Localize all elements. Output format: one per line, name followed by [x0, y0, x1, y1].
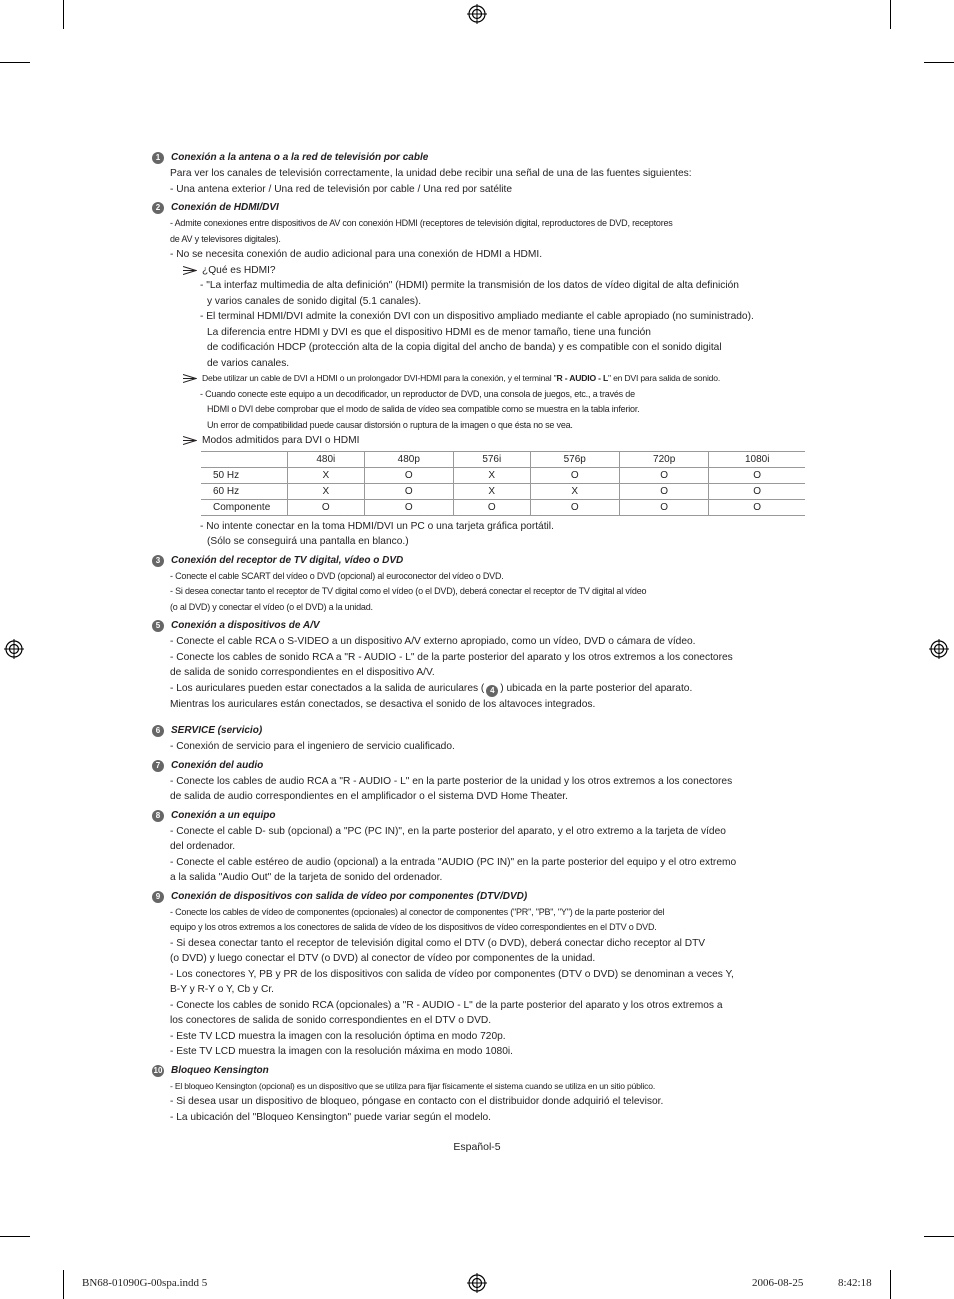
- table-header-cell: 576p: [530, 451, 619, 467]
- table-cell: X: [288, 467, 365, 483]
- sub-item-continuation: (Sólo se conseguirá una pantalla en blanco.): [207, 536, 409, 547]
- bullet-continuation: los conectores de salida de sonido correspondientes en el DTV o DVD.: [170, 1015, 492, 1026]
- bullet-item: - La ubicación del "Bloqueo Kensington" puede variar según el modelo.: [170, 1111, 491, 1123]
- sub-item-continuation: de varios canales.: [207, 357, 290, 369]
- table-cell: O: [288, 499, 365, 515]
- bullet-continuation: del ordenador.: [170, 841, 236, 852]
- section-title: Conexión a un equipo: [171, 809, 276, 821]
- section-heading: [152, 889, 812, 905]
- section-number-badge: 9: [152, 891, 164, 903]
- table-cell: O: [709, 467, 805, 483]
- table-header-cell: 480p: [364, 451, 453, 467]
- section-title: Conexión de HDMI/DVI: [171, 202, 279, 213]
- crop-mark: [890, 1270, 891, 1299]
- table-cell: X: [453, 467, 530, 483]
- bullet-continuation: B-Y y R-Y o Y, Cb y Cr.: [170, 984, 274, 995]
- section-heading: [152, 808, 812, 824]
- bullet-item: - Los conectores Y, PB y PR de los dispositivos con salida de vídeo por componentes (DTV o DVD) se denominan a veces Y,: [170, 968, 734, 980]
- bullet-item: - Conexión de servicio para el ingeniero de servicio cualificado.: [170, 741, 455, 752]
- table-cell: 50 Hz: [201, 467, 288, 483]
- section-title: Conexión del receptor de TV digital, vídeo o DVD: [171, 554, 404, 566]
- bullet-text: - Los auriculares pueden estar conectados a la salida de auriculares (: [170, 682, 485, 694]
- bullet-continuation: a la salida "Audio Out" de la tarjeta de sonido del ordenador.: [170, 872, 443, 883]
- section-service: [152, 723, 812, 755]
- crop-mark: [890, 0, 891, 29]
- table-cell: O: [530, 499, 619, 515]
- registration-mark-icon: [467, 1273, 487, 1293]
- table-cell: Componente: [201, 499, 288, 515]
- section-heading: [152, 150, 812, 166]
- section-heading: [152, 618, 812, 634]
- sub-item: - El terminal HDMI/DVI admite la conexión DVI con un dispositivo ampliado mediante el cable apropiado (no suministrado).: [200, 311, 754, 322]
- table-row: [201, 467, 805, 483]
- table-cell: O: [530, 467, 619, 483]
- registration-mark-icon: [467, 4, 487, 24]
- bullet-continuation: equipo y los otros extremos a los conectores de salida de vídeo de los dispositivos de vídeo correspondientes en el DTV o DVD.: [170, 922, 657, 932]
- section-component-video: [152, 889, 812, 1060]
- section-title: Conexión de dispositivos con salida de vídeo por componentes (DTV/DVD): [171, 890, 528, 902]
- table-cell: X: [453, 483, 530, 499]
- section-antenna: [152, 150, 812, 197]
- modes-table: [201, 451, 805, 516]
- section-hdmi-dvi: [152, 200, 812, 550]
- table-row: [201, 483, 805, 499]
- bullet-item: - Admite conexiones entre dispositivos de AV con conexión HDMI (receptores de televisión digital, reproductores de DVD, receptores: [170, 218, 673, 228]
- table-header-cell: 720p: [619, 451, 708, 467]
- section-title: SERVICE (servicio): [171, 725, 263, 736]
- bullet-continuation: Mientras los auriculares están conectados, se desactiva el sonido de los altavoces integrados.: [170, 698, 596, 710]
- paragraph: Para ver los canales de televisión correctamente, la unidad debe recibir una señal de una de las fuentes siguientes:: [170, 168, 692, 179]
- bullet-item: [152, 681, 812, 697]
- bullet-item: - Una antena exterior / Una red de televisión por cable / Una red por satélite: [170, 183, 513, 195]
- section-number-badge: 7: [152, 760, 164, 772]
- section-number-badge: 6: [152, 725, 164, 737]
- section-digital-tv-receiver: [152, 553, 812, 616]
- crop-mark: [924, 62, 954, 63]
- table-cell: 60 Hz: [201, 483, 288, 499]
- bullet-continuation: de AV y televisores digitales).: [170, 233, 281, 244]
- bullet-item: - Conecte los cables de vídeo de componentes (opcionales) al conector de componentes ("PR", "PB", "Y") de la parte posterior del: [170, 906, 665, 917]
- section-number-badge: 5: [152, 620, 164, 632]
- table-header-cell: 576i: [453, 451, 530, 467]
- section-number-badge: 10: [153, 1065, 163, 1075]
- bullet-item: - Conecte el cable estéreo de audio (opcional) a la entrada "AUDIO (PC IN)" en la parte posterior del equipo y el otro extremo: [170, 856, 737, 868]
- bullet-item: - Si desea conectar tanto el receptor de televisión digital como el DTV (o DVD), deberá conectar dicho receptor al DTV: [170, 937, 706, 949]
- section-heading: [152, 723, 812, 739]
- sub-item: - No intente conectar en la toma HDMI/DVI un PC o una tarjeta gráfica portátil.: [200, 520, 554, 532]
- section-heading: [152, 200, 812, 216]
- sub-item-continuation: de codificación HDCP (protección alta de la copia digital del ancho de banda) y es compatible con el sonido digital: [207, 342, 722, 353]
- footer-date: 2006-08-25: [752, 1277, 804, 1289]
- section-title: Conexión a dispositivos de A/V: [171, 620, 320, 631]
- sub-item: - "La interfaz multimedia de alta definición" (HDMI) permite la transmisión de los datos de vídeo digital de alta definición: [200, 280, 739, 291]
- table-cell: O: [709, 499, 805, 515]
- bullet-item: - Conecte los cables de audio RCA a "R - AUDIO - L" en la parte posterior de la unidad y los otros extremos a los conectores: [170, 775, 733, 787]
- section-kensington: [152, 1063, 812, 1126]
- note-modes: [152, 433, 812, 449]
- table-header-cell: [201, 451, 288, 467]
- crop-mark: [924, 1236, 954, 1237]
- footer-time: 8:42:18: [838, 1277, 872, 1289]
- bullet-item: - Conecte el cable D- sub (opcional) a "PC (PC IN)", en la parte posterior del aparato, y el otro extremo a la tarjeta de vídeo: [170, 825, 726, 837]
- table-cell: O: [364, 499, 453, 515]
- crop-mark: [0, 62, 30, 63]
- bullet-item: - Si desea usar un dispositivo de bloqueo, póngase en contacto con el distribuidor donde adquirió el televisor.: [170, 1096, 664, 1107]
- registration-mark-icon: [4, 639, 24, 659]
- note-text: ¿Qué es HDMI?: [202, 264, 276, 276]
- bullet-item: - Conecte el cable SCART del vídeo o DVD (opcional) al euroconector del vídeo o DVD.: [170, 570, 504, 581]
- section-av-devices: [152, 618, 812, 712]
- section-title: Conexión a la antena o a la red de televisión por cable: [171, 152, 429, 163]
- bullet-item: - Este TV LCD muestra la imagen con la resolución óptima en modo 720p.: [170, 1030, 506, 1042]
- bullet-continuation: (o DVD) y luego conectar el DTV (o DVD) al conector de vídeo por componentes de la unidad.: [170, 953, 596, 964]
- section-audio: [152, 758, 812, 805]
- bullet-item: - El bloqueo Kensington (opcional) es un dispositivo que se utiliza para fijar físicamente el sistema cuando se utiliza en un sitio público.: [170, 1080, 656, 1091]
- sub-item-continuation: Un error de compatibilidad puede causar distorsión o ruptura de la imagen o que ésta no se vea.: [207, 419, 573, 430]
- sub-item: - Cuando conecte este equipo a un decodificador, un reproductor de DVD, una consola de juegos, etc., a través de: [200, 388, 635, 399]
- section-computer: [152, 808, 812, 886]
- bullet-item: - Este TV LCD muestra la imagen con la resolución máxima en modo 1080i.: [170, 1046, 513, 1057]
- section-number-badge: 8: [152, 810, 164, 822]
- crop-mark: [63, 0, 64, 29]
- section-heading: [152, 1063, 812, 1079]
- sub-item-continuation: HDMI o DVI debe comprobar que el modo de salida de vídeo sea compatible como se muestra en la tabla inferior.: [207, 404, 640, 414]
- section-number-badge: 1: [152, 152, 164, 164]
- note-text-part: Debe utilizar un cable de DVI a HDMI o un prolongador DVI-HDMI para la conexión, y el terminal ": [202, 373, 557, 383]
- section-heading: [152, 758, 812, 774]
- note-bold-terminal: R - AUDIO - L: [556, 373, 609, 383]
- page-number: Español-5: [453, 1141, 501, 1153]
- bullet-item: - Conecte los cables de sonido RCA (opcionales) a "R - AUDIO - L" de la parte posterior del aparato y los otros extremos a: [170, 999, 723, 1011]
- table-cell: X: [288, 483, 365, 499]
- note-arrow-icon: [183, 266, 197, 275]
- note-text-part: " en DVI para salida de sonido.: [608, 373, 721, 383]
- note-text: Modos admitidos para DVI o HDMI: [202, 435, 360, 446]
- section-title: Bloqueo Kensington: [171, 1064, 269, 1076]
- footer-file-name: BN68-01090G-00spa.indd 5: [82, 1277, 208, 1289]
- note-text: [202, 371, 720, 387]
- crop-mark: [0, 1236, 30, 1237]
- headphone-jack-number-badge: 4: [486, 685, 498, 697]
- table-cell: O: [619, 467, 708, 483]
- table-cell: O: [364, 483, 453, 499]
- bullet-text: ) ubicada en la parte posterior del aparato.: [500, 682, 693, 694]
- table-header-row: [201, 451, 805, 467]
- bullet-continuation: (o al DVD) y conectar el vídeo (o el DVD) a la unidad.: [170, 601, 373, 612]
- note-what-is-hdmi: [152, 263, 812, 279]
- sub-item-continuation: La diferencia entre HDMI y DVI es que el dispositivo HDMI es de menor tamaño, tiene una función: [207, 326, 651, 338]
- registration-mark-icon: [929, 639, 949, 659]
- bullet-continuation: de salida de audio correspondientes en el amplificador o el sistema DVD Home Theater.: [170, 791, 568, 802]
- table-header-cell: 480i: [288, 451, 365, 467]
- table-cell: O: [364, 467, 453, 483]
- table-cell: O: [709, 483, 805, 499]
- table-cell: O: [619, 483, 708, 499]
- note-arrow-icon: [183, 374, 197, 383]
- section-number-badge: 3: [152, 555, 164, 567]
- table-cell: O: [619, 499, 708, 515]
- table-cell: X: [530, 483, 619, 499]
- note-cable: [152, 371, 812, 387]
- note-arrow-icon: [183, 436, 197, 445]
- table-cell: O: [453, 499, 530, 515]
- bullet-continuation: de salida de sonido correspondientes en el dispositivo A/V.: [170, 667, 435, 678]
- bullet-item: - Conecte los cables de sonido RCA a "R - AUDIO - L" de la parte posterior del aparato y los otros extremos a los conectores: [170, 651, 733, 663]
- table-header-cell: 1080i: [709, 451, 805, 467]
- bullet-item: - Si desea conectar tanto el receptor de TV digital como el vídeo (o el DVD), deberá conectar el receptor de TV digital al vídeo: [170, 586, 647, 596]
- crop-mark: [63, 1270, 64, 1299]
- bullet-item: - Conecte el cable RCA o S-VIDEO a un dispositivo A/V externo apropiado, como un vídeo, DVD o cámara de vídeo.: [170, 636, 696, 647]
- section-number-badge: 2: [152, 202, 164, 214]
- section-title: Conexión del audio: [171, 759, 264, 771]
- manual-content: [152, 150, 812, 1128]
- bullet-item: - No se necesita conexión de audio adicional para una conexión de HDMI a HDMI.: [170, 249, 543, 260]
- section-heading: [152, 553, 812, 569]
- sub-item-continuation: y varios canales de sonido digital (5.1 canales).: [207, 295, 422, 307]
- table-row: [201, 499, 805, 515]
